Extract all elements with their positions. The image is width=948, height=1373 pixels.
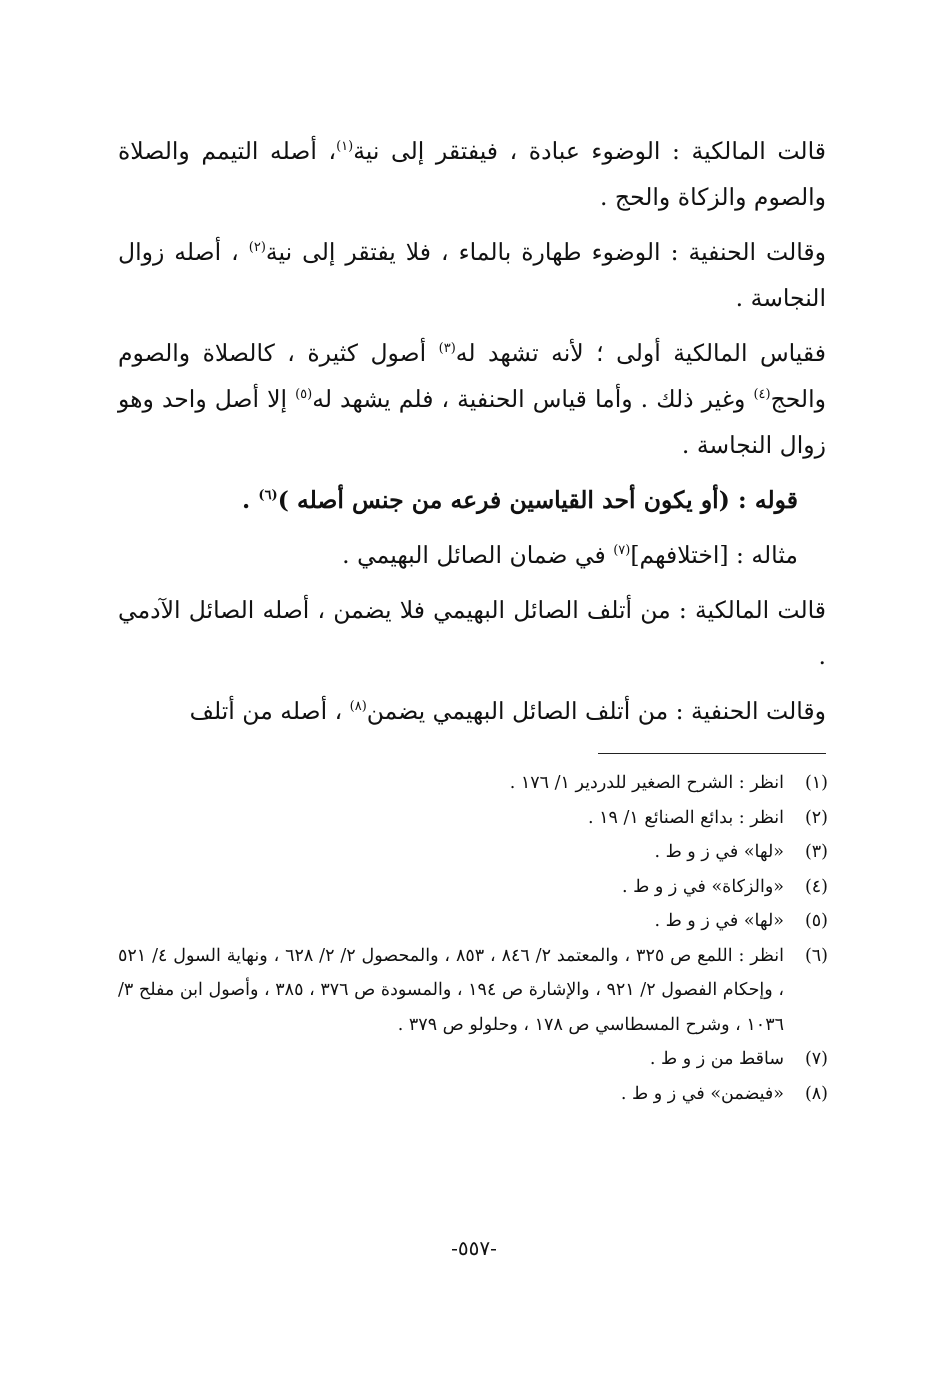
footnote-number: (٧) <box>804 1049 828 1069</box>
text-run: في ضمان الصائل البهيمي . <box>342 541 606 569</box>
footnote-item <box>118 904 828 939</box>
footnote-ref-6[interactable]: (٦) <box>258 488 278 504</box>
footnote-text: انظر : الشرح الصغير للدردير ١/ ١٧٦ . <box>509 773 784 793</box>
footnote-item <box>118 1077 828 1112</box>
footnote-number: (٨) <box>804 1083 828 1104</box>
footnotes-list <box>118 766 828 1111</box>
paragraph-example <box>118 532 826 578</box>
text-run: فقياس المالكية أولى ؛ لأنه تشهد له <box>455 339 827 367</box>
footnote-number: (١) <box>804 773 828 793</box>
footnote-text: انظر : بدائع الصنائع ١/ ١٩ . <box>588 807 784 828</box>
text-run: أصول كثيرة ، كالصلاة والصوم والحج <box>118 339 826 413</box>
footnote-text: انظر : اللمع ص ٣٢٥ ، والمعتمد ٢/ ٨٤٦ ، ٨٥٣ ، والمحصول ٢/ ٢/ ٦٢٨ ، ونهاية السول ٤/ ٥٢١ ، وإحكام الفصول ٢/ ٩٢١ ، والإشارة ص ١٩٤ ، والمسودة ص ٣٧٦ ، ٣٨٥ ، وأصول ابن مفلح ٣/ ١٠٣٦ ، وشرح المسطاسي ص ١٧٨ ، وحلولو ص ٣٧٩ . <box>118 945 784 1035</box>
text-run: قالت المالكية : من أتلف الصائل البهيمي فلا يضمن ، أصله الصائل الآدمي . <box>118 596 826 670</box>
footnote-number: (٤) <box>804 876 828 897</box>
footnote-item <box>118 939 828 1043</box>
footnote-ref-2[interactable]: (٢) <box>248 240 266 256</box>
paragraph-maliki-wudu <box>118 128 826 220</box>
heading-quote <box>118 477 826 523</box>
footnote-ref-1[interactable]: (١) <box>336 139 354 155</box>
footnote-ref-7[interactable]: (٧) <box>613 543 631 559</box>
footnote-text: «والزكاة» في ز و ط . <box>622 876 784 897</box>
text-run: . <box>242 486 251 514</box>
footnote-ref-3[interactable]: (٣) <box>438 341 456 357</box>
footnote-number: (٢) <box>804 807 828 828</box>
text-run: إلا أصل واحد وهو زوال النجاسة . <box>118 385 826 459</box>
text-run: قالت المالكية : الوضوء عبادة ، فيفتقر إلى نية <box>353 137 826 165</box>
text-run: ، أصله زوال النجاسة . <box>118 238 826 312</box>
footnote-ref-5[interactable]: (٥) <box>295 387 313 403</box>
text-run: وغير ذلك . وأما قياس الحنفية ، فلم يشهد له <box>312 385 746 413</box>
paragraph-preference <box>118 330 826 468</box>
footnote-number: (٣) <box>804 842 828 862</box>
paragraph-hanafi-wudu <box>118 229 826 321</box>
page-number: -٥٥٧- <box>451 1236 497 1260</box>
footnote-text: ساقط من ز و ط . <box>649 1049 784 1069</box>
footnote-number: (٥) <box>804 911 828 931</box>
footnote-item <box>118 835 828 870</box>
paragraph-maliki-sail <box>118 587 826 679</box>
footnote-item <box>118 1042 828 1077</box>
footnote-item <box>118 766 828 801</box>
footnote-ref-8[interactable]: (٨) <box>349 699 367 715</box>
text-run: قوله : (أو يكون أحد القياسين فرعه من جنس أصله ) <box>277 486 798 514</box>
footnote-text: «فيضمن» في ز و ط . <box>620 1083 784 1104</box>
main-text <box>118 128 826 743</box>
footnote-item <box>118 870 828 905</box>
text-run: ، أصله التيمم والصلاة والصوم والزكاة والحج . <box>118 137 826 211</box>
text-run: وقالت الحنفية : الوضوء طهارة بالماء ، فلا يفتقر إلى نية <box>265 238 826 266</box>
footnote-ref-4[interactable]: (٤) <box>753 387 771 403</box>
footnote-separator <box>598 753 826 754</box>
footnote-text: «لها» في ز و ط . <box>654 911 784 931</box>
paragraph-hanafi-sail <box>118 688 826 734</box>
text-run: مثاله : [اختلافهم] <box>630 541 798 569</box>
footnote-item <box>118 801 828 836</box>
text-run: ، أصله من أتلف <box>189 697 343 725</box>
footnote-text: «لها» في ز و ط . <box>654 842 784 862</box>
text-run: وقالت الحنفية : من أتلف الصائل البهيمي يضمن <box>366 697 826 725</box>
footnote-number: (٦) <box>804 945 828 966</box>
